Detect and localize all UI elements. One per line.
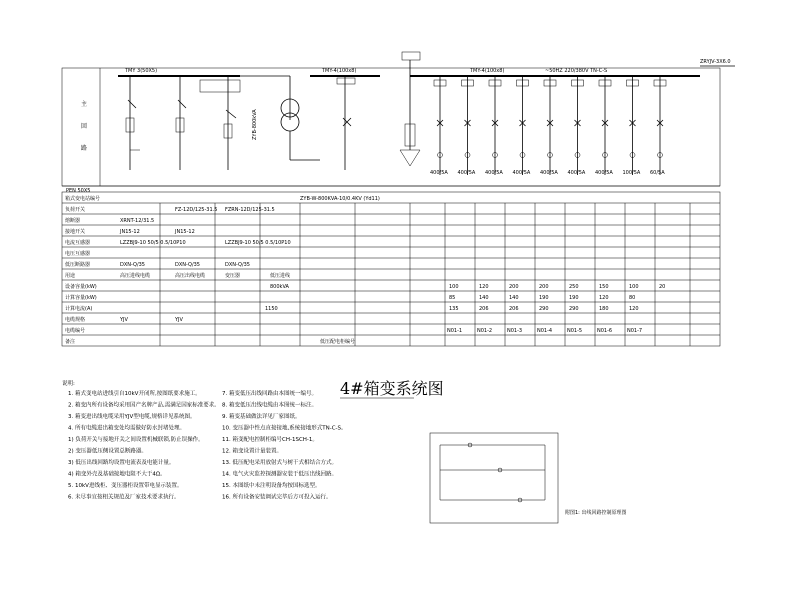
feeder-kw: 85 — [449, 295, 456, 301]
feeder-breaker-label: 100/5A — [622, 170, 641, 176]
table-cell: 高压出线电缆 — [175, 273, 206, 279]
lv-feeder-8 — [623, 76, 641, 176]
feeder-cable-no: N01-7 — [627, 328, 643, 334]
transformer-symbol — [281, 99, 320, 160]
bus-label-right: TMY-4(100x8) — [470, 68, 505, 74]
table-cell: XRNT-12/31.5 — [120, 218, 155, 224]
table-row-header: 备注 — [65, 339, 76, 345]
table-cell: FZRN-12D/125-31.5 — [225, 207, 275, 213]
table-row-header: 电压互感器 — [65, 251, 91, 257]
note-right-line: 15. 本图纸中未注明设备均按国标选型。 — [222, 483, 321, 489]
note-left-line: 6. 未尽事宜按相关规范及厂家技术要求执行。 — [68, 494, 180, 501]
note-left-line: 4. 所有电缆进出箱变处均需做好防水封堵处理。 — [68, 425, 185, 432]
table-cell: DXN-Q/35 — [120, 262, 145, 268]
hv-feeder-2 — [176, 76, 186, 170]
main-circuit-label-3: 路 — [81, 145, 88, 152]
feeder-capacity: 120 — [479, 284, 489, 290]
table-row-header: 负荷开关 — [65, 207, 86, 213]
note-right-line: 14. 电气火灾监控探测器安装于低压出线回路。 — [222, 471, 337, 478]
feeder-capacity: 200 — [539, 284, 549, 290]
notes-right — [222, 389, 347, 501]
feeder-kw: 140 — [509, 295, 519, 301]
note-left-line: 1) 负荷开关与接地开关之间设置机械联锁,防止误操作。 — [68, 437, 204, 443]
lv-feeder-9 — [650, 76, 666, 176]
note-left-line: 2. 箱变内所有设备均采用国产名牌产品,需满足国家标准要求。 — [68, 402, 220, 409]
note-right-line: 7. 箱变低压出线回路由本图统一编号。 — [222, 391, 317, 397]
feeder-amp: 206 — [509, 306, 519, 312]
table-row-header: 计算容量(kW) — [65, 295, 97, 301]
table-cell: 低压配电柜编号 — [320, 339, 356, 345]
feeder-amp: 120 — [629, 306, 639, 312]
table-cell: YJV — [120, 317, 128, 323]
bus-label-system: ~50HZ 220/380V TN-C-S — [545, 68, 608, 74]
transformer-annotation: ZYB-800kVA — [252, 109, 258, 140]
feeder-capacity: 100 — [449, 284, 459, 290]
note-left-line: 5. 10kV进线柜、变压器柜设置带电显示装置。 — [68, 483, 183, 489]
feeder-kw: 120 — [599, 295, 609, 301]
hv-feeder-1 — [126, 76, 140, 170]
lv-feeder-7 — [595, 76, 613, 176]
main-circuit-frame — [62, 68, 720, 186]
feeder-cable-no: N01-5 — [567, 328, 583, 334]
feeder-capacity: 250 — [569, 284, 579, 290]
feeder-capacity: 200 — [509, 284, 519, 290]
control-schematic — [430, 433, 558, 523]
feeder-breaker-label: 400/5A — [430, 170, 448, 176]
table-cell: 低压进线 — [270, 273, 291, 279]
control-caption: 附图1: 出线回路控制原理图 — [565, 510, 627, 516]
table-cell: JN15-12 — [120, 229, 140, 235]
table-row-header: 计算电流(A) — [65, 306, 93, 312]
feeder-breaker-label: 400/5A — [595, 170, 613, 176]
feeder-capacity: 150 — [599, 284, 609, 290]
table-row-header: 电缆规格 — [65, 317, 86, 323]
feeder-amp: 206 — [479, 306, 489, 312]
table-row-header: 箱式变电站编号 — [65, 196, 101, 202]
table-cell: 800kVA — [270, 284, 289, 290]
note-left-line: 3) 低压出线回路均设置电流表及电能计量。 — [68, 460, 175, 466]
feeder-kw: 190 — [539, 295, 549, 301]
lv-feeder-3 — [485, 76, 503, 176]
feeder-cable-no: N01-2 — [477, 328, 493, 334]
hv-feeder-3 — [200, 76, 240, 170]
table-row-header: 电流互感器 — [65, 240, 91, 246]
lv-feeder-2 — [458, 76, 476, 176]
note-right-line: 13. 低压配电采用放射式与树干式相结合方式。 — [222, 460, 337, 466]
note-left-line: 4) 箱变外壳及基础接地电阻不大于4Ω。 — [68, 471, 166, 478]
lv-feeder-5 — [540, 76, 558, 176]
lv-feeder-6 — [568, 76, 586, 176]
table-cell: YJV — [175, 317, 183, 323]
feeder-breaker-label: 60/5A — [650, 170, 665, 176]
notes-left — [68, 389, 220, 501]
table-row-header: 低压断路器 — [65, 262, 91, 268]
main-circuit-label-1: 主 — [81, 101, 88, 108]
pen-label: PEN 50X5 — [66, 188, 91, 194]
table-cell: LZZBJ9-10 50/5 0.5/10P10 — [225, 240, 291, 246]
lv-feeder-1 — [430, 76, 448, 176]
transformer-note: ZYB-W-800KVA-10/0.4KV (Yd11) — [300, 196, 380, 202]
table-cell: DXN-Q/35 — [225, 262, 250, 268]
table-row-header: 电缆编号 — [65, 328, 86, 334]
note-left-line: 1. 箱式变电站进线引自10kV开闭所,按图纸要求施工。 — [68, 391, 201, 397]
feeder-cable-no: N01-6 — [597, 328, 613, 334]
note-left-line: 3. 箱变进出线电缆采用YJV型电缆,规格详见系统图。 — [68, 414, 196, 420]
feeder-cable-no: N01-3 — [507, 328, 523, 334]
feeder-breaker-label: 400/5A — [567, 170, 586, 176]
feeder-kw: 190 — [569, 295, 579, 301]
parameter-table — [62, 192, 720, 346]
feeder-amp: 290 — [569, 306, 579, 312]
capacitor-panel — [400, 52, 420, 166]
bus-label-far-right: ZRYJV-3X6.0 — [700, 59, 731, 65]
table-cell: LZZBJ9-10 50/5 0.5/10P10 — [120, 240, 186, 246]
note-right-line: 12. 箱变设置计量装置。 — [222, 448, 282, 455]
note-left-line: 2) 变压器低压侧设置总断路器。 — [68, 448, 147, 455]
note-right-line: 16. 所有设备安装调试完毕后方可投入运行。 — [222, 494, 332, 501]
feeder-amp: 180 — [599, 306, 609, 312]
feeder-capacity: 100 — [629, 284, 639, 290]
main-circuit-label-2: 回 — [81, 123, 88, 130]
table-cell: FZ-12D/125-31.5 — [175, 207, 218, 213]
note-right-line: 8. 箱变低压出线电缆由本图统一标注。 — [222, 402, 317, 409]
lv-feeders — [430, 76, 666, 176]
feeder-amp: 135 — [449, 306, 459, 312]
table-cell: JN15-12 — [175, 229, 195, 235]
feeder-kw: 140 — [479, 295, 489, 301]
feeder-kw: 80 — [629, 295, 636, 301]
table-cell: 1150 — [265, 306, 278, 312]
table-cell: 变压器 — [225, 273, 241, 279]
feeder-capacity: 20 — [659, 284, 666, 290]
table-row-header: 设备容量(kW) — [65, 284, 97, 290]
feeder-breaker-label: 400/5A — [457, 170, 476, 176]
feeder-cable-no: N01-1 — [447, 328, 463, 334]
feeder-amp: 290 — [539, 306, 549, 312]
table-row-header: 熔断器 — [65, 218, 81, 224]
table-cell: 高压进线电缆 — [120, 273, 151, 279]
notes-heading: 说明: — [62, 381, 75, 387]
lv-feeder-4 — [513, 76, 531, 176]
table-row-header: 用途 — [65, 273, 76, 279]
bus-label-mid: TMY-4(100x8) — [322, 68, 357, 74]
diagram-title: 4#箱变系统图 — [340, 379, 444, 398]
bus-label-left: TMY 3(50X5) — [125, 68, 158, 74]
feeder-cable-no: N01-4 — [537, 328, 553, 334]
table-cell: DXN-Q/35 — [175, 262, 200, 268]
lv-incomer — [337, 76, 355, 170]
note-right-line: 11. 箱变配电控制柜编号CH-1SCH-1。 — [222, 437, 318, 443]
feeder-breaker-label: 400/5A — [540, 170, 558, 176]
table-row-header: 接地开关 — [65, 229, 86, 235]
feeder-breaker-label: 400/5A — [512, 170, 531, 176]
note-right-line: 9. 箱变基础做法详见厂家图纸。 — [222, 414, 301, 420]
note-right-line: 10. 变压器中性点直接接地,系统接地形式TN-C-S。 — [222, 425, 347, 432]
feeder-breaker-label: 400/5A — [485, 170, 503, 176]
